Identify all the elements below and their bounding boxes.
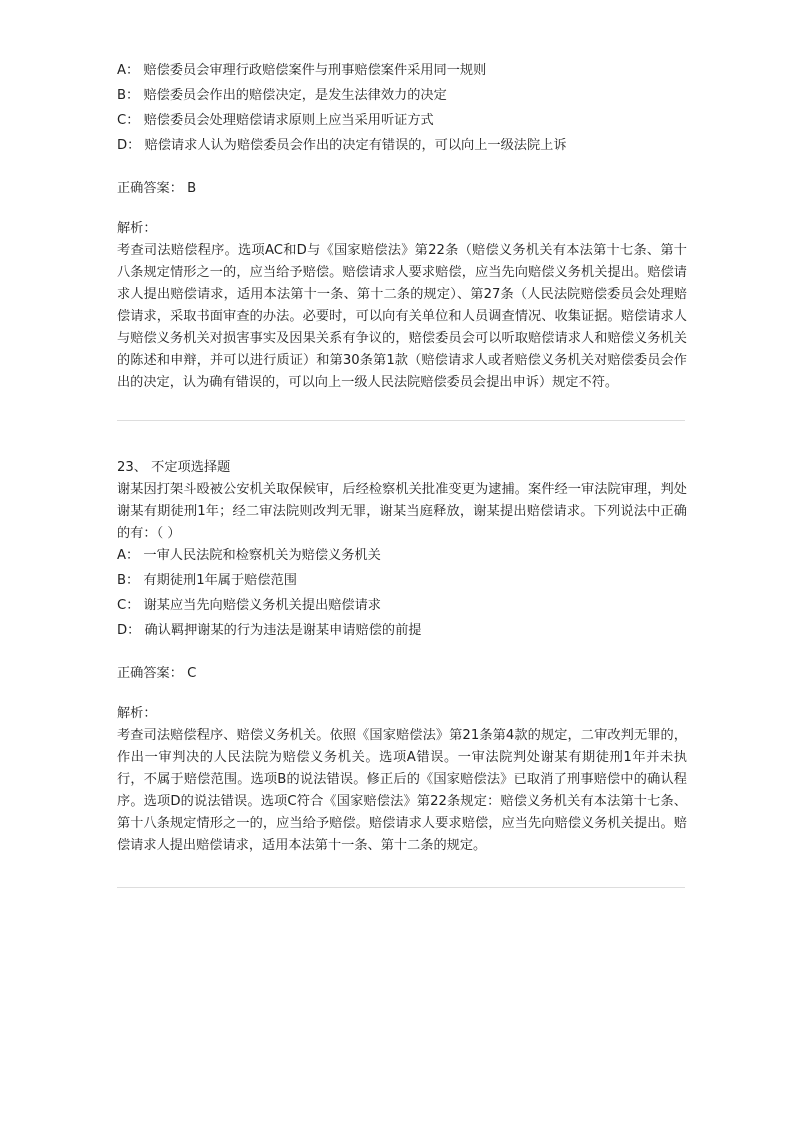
- q22-option-c[interactable]: [117, 110, 687, 132]
- option-label: D：: [117, 623, 141, 638]
- answer-value: B: [187, 181, 197, 196]
- option-text: 一审人民法院和检察机关为赔偿义务机关: [143, 548, 381, 563]
- q22-option-d[interactable]: [117, 135, 687, 157]
- option-label: B：: [117, 88, 140, 103]
- q22-analysis-text: 考查司法赔偿程序。选项AC和D与《国家赔偿法》第22条（赔偿义务机关有本法第十七条、第十八条规定情形之一的，应当给予赔偿。赔偿请求人要求赔偿，应当先向赔偿义务机关提出。赔偿请求人提出赔偿请求，适用本法第十一条、第十二条的规定）、第27条（人民法院赔偿委员会处理赔偿请求，采取书面审查的办法。必要时，可以向有关单位和人员调查情况、收集证据。赔偿请求人与赔偿义务机关对损害事实及因果关系有争议的，赔偿委员会可以听取赔偿请求人和赔偿义务机关的陈述和申辩，并可以进行质证）和第30条第1款（赔偿请求人或者赔偿义务机关对赔偿委员会作出的决定，认为确有错误的，可以向上一级人民法院赔偿委员会提出申诉）规定不符。: [117, 243, 687, 390]
- option-text: 确认羁押谢某的行为违法是谢某申请赔偿的前提: [144, 623, 422, 638]
- option-label: C：: [117, 598, 140, 613]
- q23-option-b[interactable]: [117, 570, 687, 592]
- divider: [117, 887, 685, 888]
- q23-option-d[interactable]: [117, 620, 687, 642]
- q23-header: [117, 457, 687, 479]
- q23-option-a[interactable]: [117, 545, 687, 567]
- option-label: A：: [117, 63, 140, 78]
- q22-option-b[interactable]: [117, 85, 687, 107]
- q22-block: [117, 60, 687, 394]
- q23-answer: [117, 663, 687, 685]
- option-text: 赔偿请求人认为赔偿委员会作出的决定有错误的，可以向上一级法院上诉: [144, 138, 567, 153]
- option-label: B：: [117, 573, 140, 588]
- option-text: 有期徒刑1年属于赔偿范围: [143, 573, 297, 588]
- q22-answer: [117, 178, 687, 200]
- q23-analysis-text: 考查司法赔偿程序、赔偿义务机关。依照《国家赔偿法》第21条第4款的规定，二审改判无罪的，作出一审判决的人民法院为赔偿义务机关。选项A错误。一审法院判处谢某有期徒刑1年并未执行，不属于赔偿范围。选项B的说法错误。修正后的《国家赔偿法》已取消了刑事赔偿中的确认程序。选项D的说法错误。选项C符合《国家赔偿法》第22条规定：赔偿义务机关有本法第十七条、第十八条规定情形之一的，应当给予赔偿。赔偿请求人要求赔偿，应当先向赔偿义务机关提出。赔偿请求人提出赔偿请求，适用本法第十一条、第十二条的规定。: [117, 728, 687, 853]
- answer-label: 正确答案：: [117, 666, 183, 681]
- question-type: 不定项选择题: [151, 460, 231, 475]
- option-label: A：: [117, 548, 140, 563]
- question-number: 23、: [117, 460, 147, 475]
- q23-stem: 谢某因打架斗殴被公安机关取保候审，后经检察机关批准变更为逮捕。案件经一审法院审理，判处谢某有期徒刑1年；经二审法院则改判无罪，谢某当庭释放，谢某提出赔偿请求。下列说法中正确的有：（ ）: [117, 482, 687, 541]
- q23-block: [117, 457, 687, 857]
- option-text: 赔偿委员会作出的赔偿决定，是发生法律效力的决定: [143, 88, 447, 103]
- q23-option-c[interactable]: [117, 595, 687, 617]
- q22-option-a[interactable]: [117, 60, 687, 82]
- option-label: C：: [117, 113, 140, 128]
- q22-analysis-label: 解析：: [117, 221, 157, 236]
- option-text: 谢某应当先向赔偿义务机关提出赔偿请求: [143, 598, 381, 613]
- option-text: 赔偿委员会处理赔偿请求原则上应当采用听证方式: [143, 113, 434, 128]
- answer-label: 正确答案：: [117, 181, 183, 196]
- q23-analysis-label: 解析：: [117, 706, 157, 721]
- divider: [117, 420, 685, 421]
- answer-value: C: [187, 666, 197, 681]
- option-label: D：: [117, 138, 141, 153]
- option-text: 赔偿委员会审理行政赔偿案件与刑事赔偿案件采用同一规则: [143, 63, 487, 78]
